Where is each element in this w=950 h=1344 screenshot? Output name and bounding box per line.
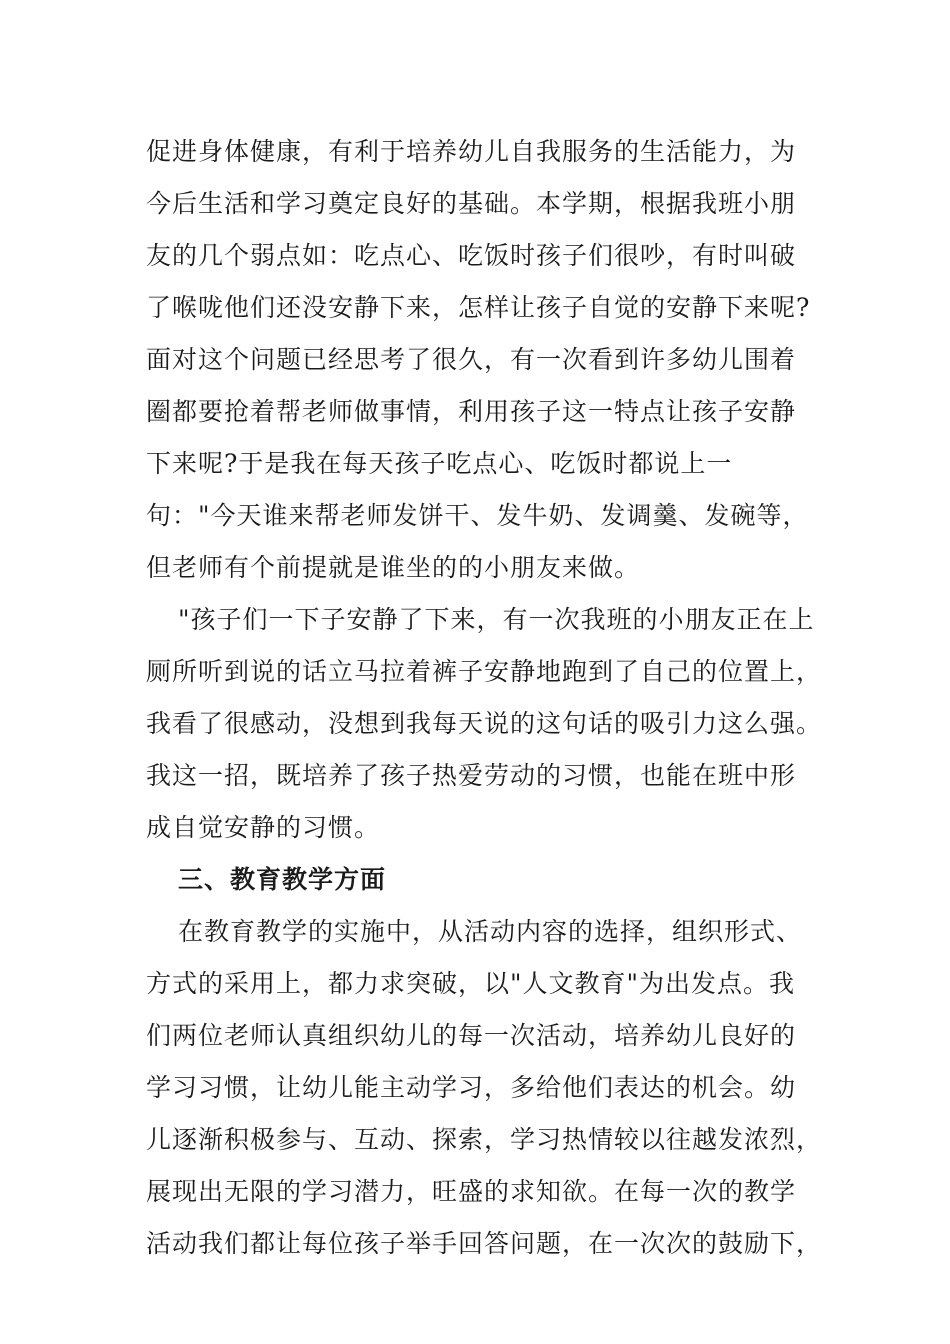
- text-line: 但老师有个前提就是谁坐的的小朋友来做。: [146, 553, 641, 582]
- text-line: 方式的采用上，都力求突破，以"人文教育"为出发点。我: [146, 969, 796, 998]
- section-heading: 三、教育教学方面: [178, 865, 387, 894]
- text-line: 句："今天谁来帮老师发饼干、发牛奶、发调羹、发碗等，: [146, 501, 809, 530]
- text-line: "孩子们一下子安静了下来，有一次我班的小朋友正在上: [178, 605, 815, 634]
- text-line: 展现出无限的学习潜力，旺盛的求知欲。在每一次的教学: [146, 1177, 797, 1206]
- text-line: 面对这个问题已经思考了很久，有一次看到许多幼儿围着: [146, 345, 797, 374]
- text-line: 下来呢?于是我在每天孩子吃点心、吃饭时都说上一: [146, 449, 733, 478]
- text-line: 我看了很感动，没想到我每天说的这句话的吸引力这么强。: [146, 709, 823, 738]
- text-line: 儿逐渐积极参与、互动、探索，学习热情较以往越发浓烈，: [146, 1125, 823, 1154]
- text-line: 了喉咙他们还没安静下来，怎样让孩子自觉的安静下来呢?: [146, 293, 811, 322]
- text-line: 促进身体健康，有利于培养幼儿自我服务的生活能力，为: [146, 137, 797, 166]
- text-line: 成自觉安静的习惯。: [146, 813, 381, 842]
- text-line: 我这一招，既培养了孩子热爱劳动的习惯，也能在班中形: [146, 761, 797, 790]
- text-line: 在教育教学的实施中，从活动内容的选择，组织形式、: [178, 917, 803, 946]
- text-line: 友的几个弱点如：吃点心、吃饭时孩子们很吵，有时叫破: [146, 241, 797, 270]
- text-line: 活动我们都让每位孩子举手回答问题，在一次次的鼓励下，: [146, 1229, 823, 1258]
- text-line: 学习习惯，让幼儿能主动学习，多给他们表达的机会。幼: [146, 1073, 797, 1102]
- text-line: 厕所听到说的话立马拉着裤子安静地跑到了自己的位置上，: [146, 657, 823, 686]
- text-line: 们两位老师认真组织幼儿的每一次活动，培养幼儿良好的: [146, 1021, 797, 1050]
- text-line: 今后生活和学习奠定良好的基础。本学期，根据我班小朋: [146, 189, 797, 218]
- text-line: 圈都要抢着帮老师做事情，利用孩子这一特点让孩子安静: [146, 397, 797, 426]
